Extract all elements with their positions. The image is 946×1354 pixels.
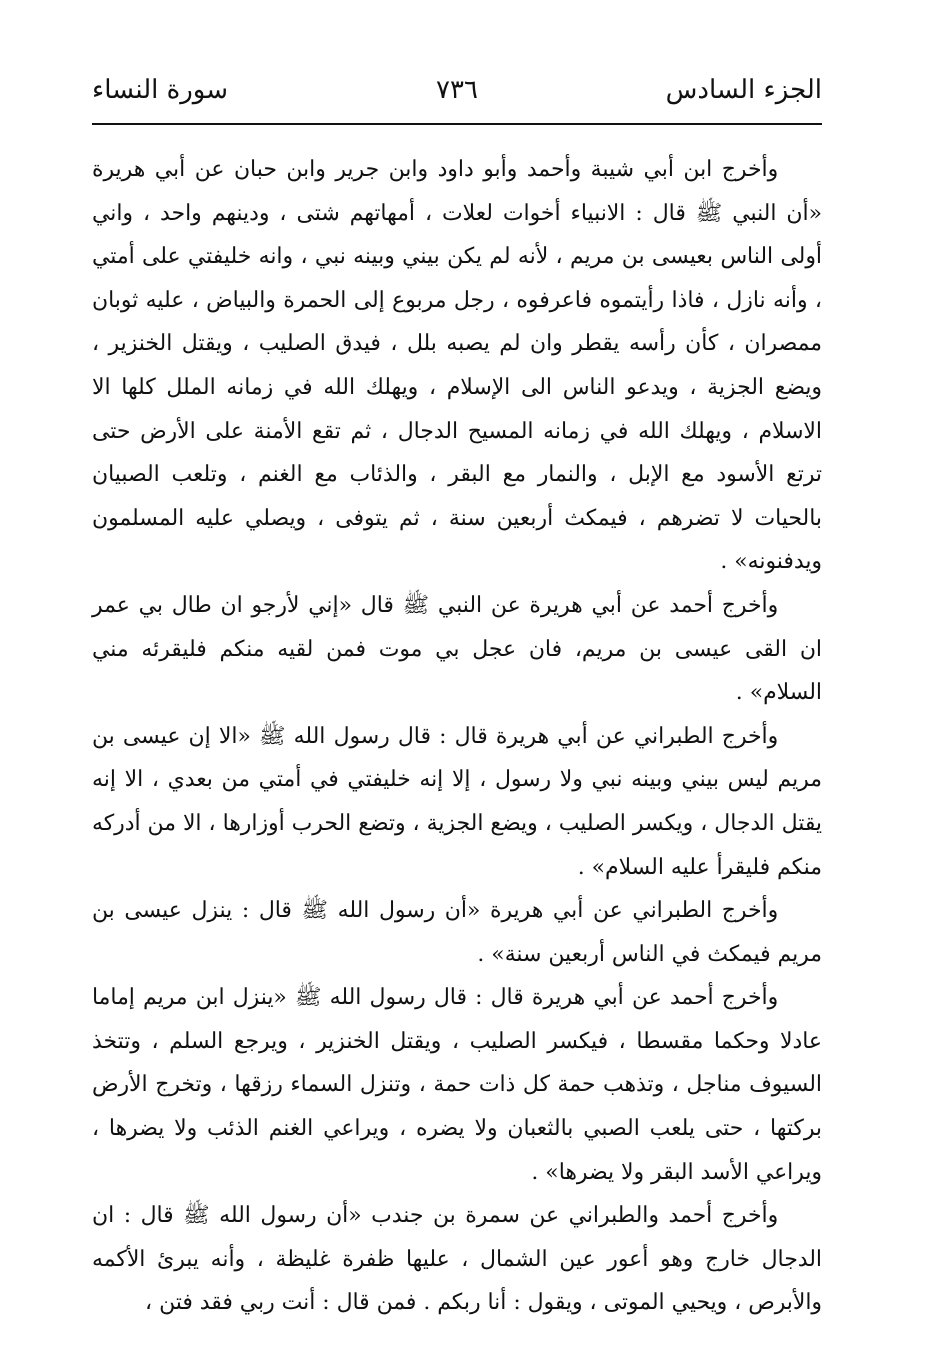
paragraph: وأخرج ابن أبي شيبة وأحمد وأبو داود وابن جرير وابن حبان عن أبي هريرة «أن النبي ﷺ قال : الانبياء أخوات لعلات ، أمهاتهم شتى ، ودينهم واحد ، واني أولى الناس بعيسى بن مريم ، لأنه لم يكن بيني وبينه نبي ، وانه خليفتي على أمتي ، وأنه نازل ، فاذا رأيتموه فاعرفوه ، رجل مربوع إلى الحمرة والبياض ، عليه ثوبان ممصران ، كأن رأسه يقطر وان لم يصبه بلل ، فيدق الصليب ، ويقتل الخنزير ، ويضع الجزية ، ويدعو الناس الى الإسلام ، ويهلك الله في زمانه الملل كلها الا الاسلام ، ويهلك الله في زمانه المسيح الدجال ، ثم تقع الأمنة على الأرض حتى ترتع الأسود مع الإبل ، والنمار مع البقر ، والذئاب مع الغنم ، وتلعب الصبيان بالحيات لا تضرهم ، فيمكث أربعين سنة ، ثم يتوفى ، ويصلي عليه المسلمون ويدفنونه» . <box>92 157 822 575</box>
paragraph: وأخرج الطبراني عن أبي هريرة قال : قال رسول الله ﷺ «الا إن عيسى بن مريم ليس بيني وبينه نبي ولا رسول ، إلا إنه خليفتي في أمتي من بعدي ، الا إنه يقتل الدجال ، ويكسر الصليب ، ويضع الجزية ، وتضع الحرب أوزارها ، الا من أدركه منكم فليقرأ عليه السلام» . <box>92 723 822 880</box>
page-number: ٧٣٦ <box>436 75 478 105</box>
paragraph: وأخرج الطبراني عن أبي هريرة «أن رسول الله ﷺ قال : ينزل عيسى بن مريم فيمكث في الناس أربعين سنة» . <box>92 898 822 967</box>
paragraph: وأخرج أحمد عن أبي هريرة عن النبي ﷺ قال «إني لأرجو ان طال بي عمر ان القى عيسى بن مريم، فان عجل بي موت فمن لقيه منكم فليقرئه مني السلام» . <box>92 592 822 706</box>
page-body <box>92 148 822 1325</box>
running-header <box>92 70 822 114</box>
surah-title: سورة النساء <box>92 75 228 105</box>
paragraph: وأخرج أحمد والطبراني عن سمرة بن جندب «أن رسول الله ﷺ قال : ان الدجال خارج وهو أعور عين الشمال ، عليها ظفرة غليظة ، وأنه يبرئ الأكمه والأبرص ، ويحيي الموتى ، ويقول : أنا ربكم . فمن قال : أنت ربي فقد فتن ، <box>92 1203 822 1316</box>
paragraph: وأخرج أحمد عن أبي هريرة قال : قال رسول الله ﷺ «ينزل ابن مريم إماما عادلا وحكما مقسطا ، فيكسر الصليب ، ويقتل الخنزير ، ويرجع السلم ، وتتخذ السيوف مناجل ، وتذهب حمة كل ذات حمة ، وتنزل السماء رزقها ، وتخرج الأرض بركتها ، حتى يلعب الصبي بالثعبان ولا يضره ، ويراعي الغنم الذئب ولا يضرها ، ويراعي الأسد البقر ولا يضرها» . <box>92 985 822 1185</box>
part-title: الجزء السادس <box>665 75 822 105</box>
header-rule <box>92 123 822 125</box>
